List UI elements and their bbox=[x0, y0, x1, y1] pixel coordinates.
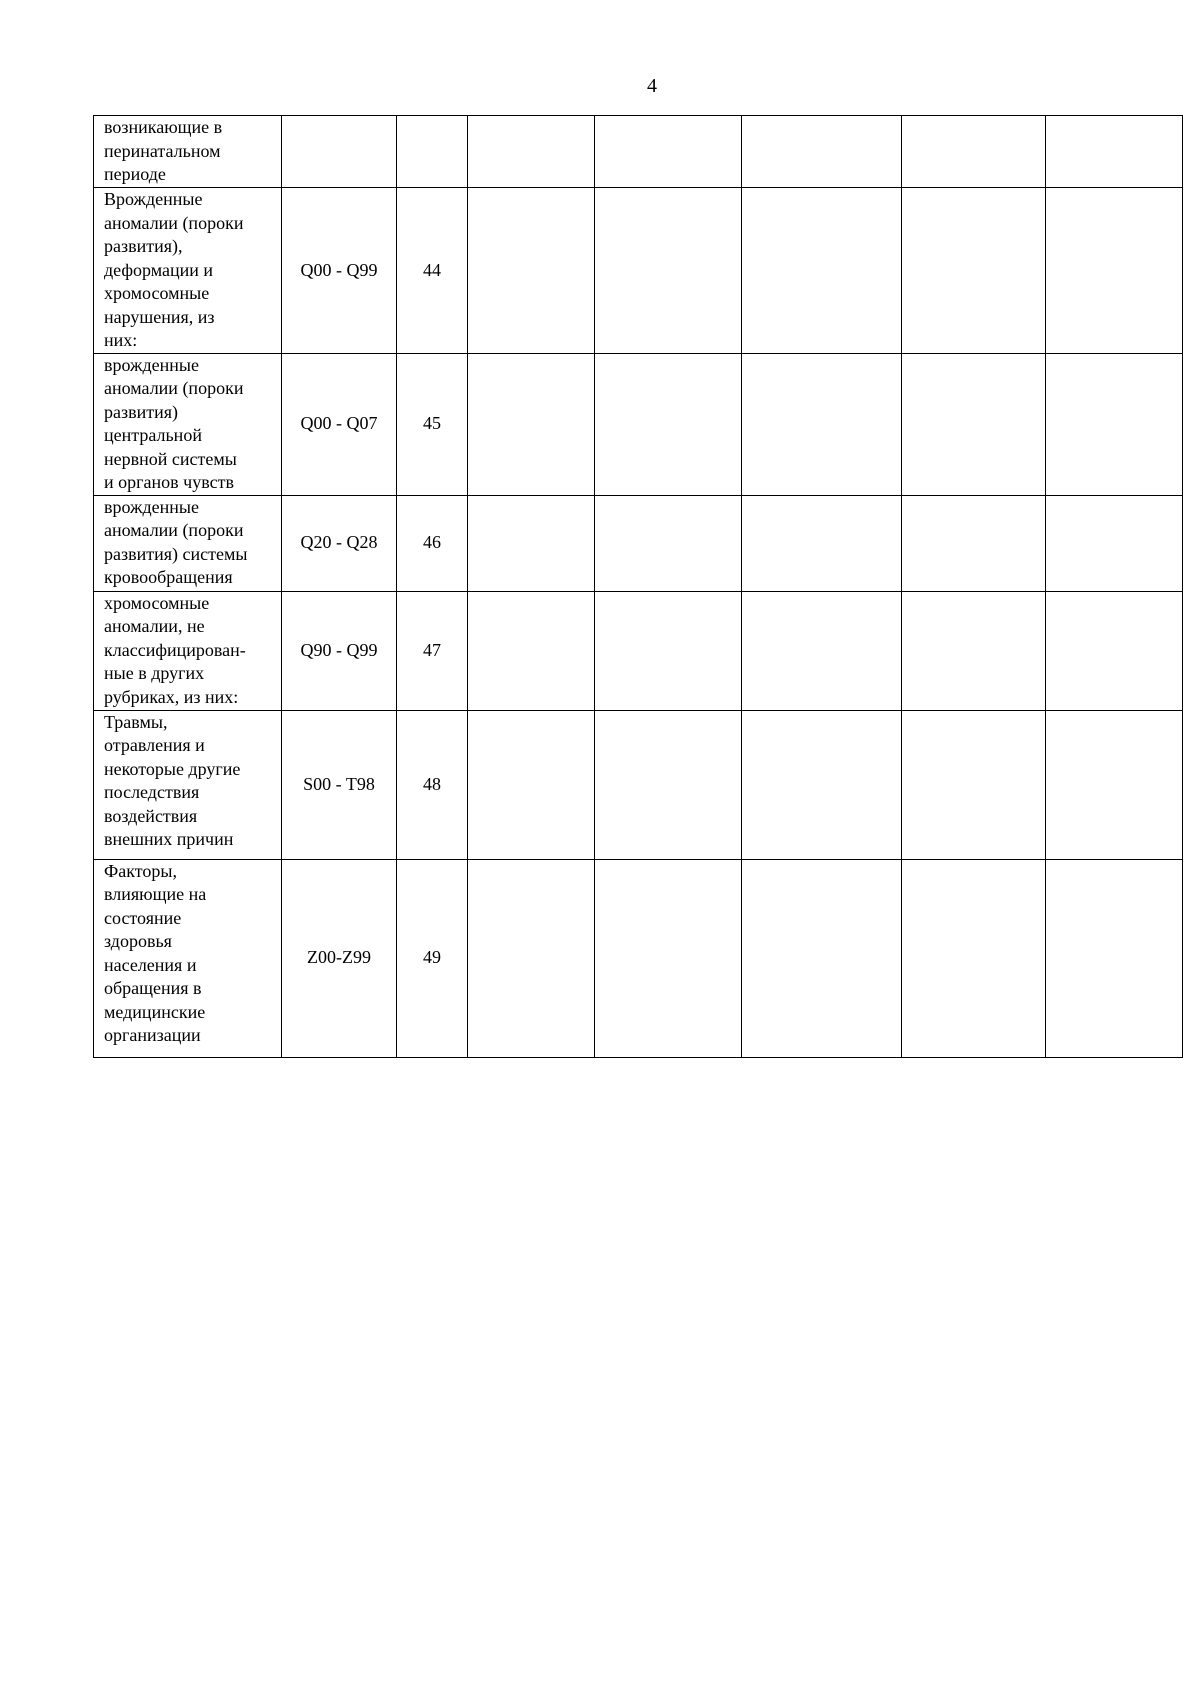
disease-name-cell: врожденные аномалии (пороки развития) системы кровообращения bbox=[94, 495, 282, 591]
empty-cell bbox=[468, 859, 595, 1057]
empty-cell bbox=[742, 495, 902, 591]
table-row bbox=[94, 353, 1183, 495]
icd-code-cell: Q20 - Q28 bbox=[282, 495, 397, 591]
page-number: 4 bbox=[647, 75, 657, 97]
disease-name-cell: возникающие в перинатальном периоде bbox=[94, 116, 282, 188]
table-row bbox=[94, 859, 1183, 1057]
empty-cell bbox=[468, 116, 595, 188]
empty-cell bbox=[595, 591, 742, 710]
empty-cell bbox=[902, 116, 1046, 188]
icd-code-cell: Q00 - Q99 bbox=[282, 188, 397, 354]
empty-cell bbox=[595, 116, 742, 188]
empty-cell bbox=[742, 116, 902, 188]
empty-cell bbox=[902, 188, 1046, 354]
empty-cell bbox=[1046, 710, 1183, 859]
disease-name-cell: хромосомные аномалии, не классифицирован- ные в других рубриках, из них: bbox=[94, 591, 282, 710]
line-number-cell: 45 bbox=[397, 353, 468, 495]
statistics-table bbox=[93, 115, 1183, 1058]
empty-cell bbox=[742, 188, 902, 354]
line-number-cell: 46 bbox=[397, 495, 468, 591]
disease-name-cell: Врожденные аномалии (пороки развития), деформации и хромосомные нарушения, из них: bbox=[94, 188, 282, 354]
table-row bbox=[94, 116, 1183, 188]
empty-cell bbox=[595, 188, 742, 354]
table-row bbox=[94, 710, 1183, 859]
empty-cell bbox=[902, 353, 1046, 495]
empty-cell bbox=[902, 710, 1046, 859]
empty-cell bbox=[595, 495, 742, 591]
empty-cell bbox=[742, 859, 902, 1057]
line-number-cell: 48 bbox=[397, 710, 468, 859]
empty-cell bbox=[902, 495, 1046, 591]
empty-cell bbox=[1046, 859, 1183, 1057]
empty-cell bbox=[742, 710, 902, 859]
empty-cell bbox=[902, 859, 1046, 1057]
empty-cell bbox=[1046, 116, 1183, 188]
empty-cell bbox=[468, 353, 595, 495]
icd-code-cell: Z00-Z99 bbox=[282, 859, 397, 1057]
empty-cell bbox=[595, 710, 742, 859]
icd-code-cell bbox=[282, 116, 397, 188]
empty-cell bbox=[902, 591, 1046, 710]
empty-cell bbox=[1046, 495, 1183, 591]
table-row bbox=[94, 495, 1183, 591]
line-number-cell: 44 bbox=[397, 188, 468, 354]
icd-code-cell: Q00 - Q07 bbox=[282, 353, 397, 495]
empty-cell bbox=[1046, 188, 1183, 354]
table-row bbox=[94, 591, 1183, 710]
empty-cell bbox=[468, 591, 595, 710]
icd-code-cell: Q90 - Q99 bbox=[282, 591, 397, 710]
empty-cell bbox=[595, 859, 742, 1057]
line-number-cell bbox=[397, 116, 468, 188]
empty-cell bbox=[1046, 353, 1183, 495]
line-number-cell: 49 bbox=[397, 859, 468, 1057]
empty-cell bbox=[742, 591, 902, 710]
empty-cell bbox=[468, 495, 595, 591]
disease-name-cell: Травмы, отравления и некоторые другие последствия воздействия внешних причин bbox=[94, 710, 282, 859]
empty-cell bbox=[468, 710, 595, 859]
icd-code-cell: S00 - T98 bbox=[282, 710, 397, 859]
empty-cell bbox=[1046, 591, 1183, 710]
empty-cell bbox=[742, 353, 902, 495]
empty-cell bbox=[468, 188, 595, 354]
disease-name-cell: Факторы, влияющие на состояние здоровья населения и обращения в медицинские организации bbox=[94, 859, 282, 1057]
line-number-cell: 47 bbox=[397, 591, 468, 710]
disease-name-cell: врожденные аномалии (пороки развития) центральной нервной системы и органов чувств bbox=[94, 353, 282, 495]
table-row bbox=[94, 188, 1183, 354]
empty-cell bbox=[595, 353, 742, 495]
